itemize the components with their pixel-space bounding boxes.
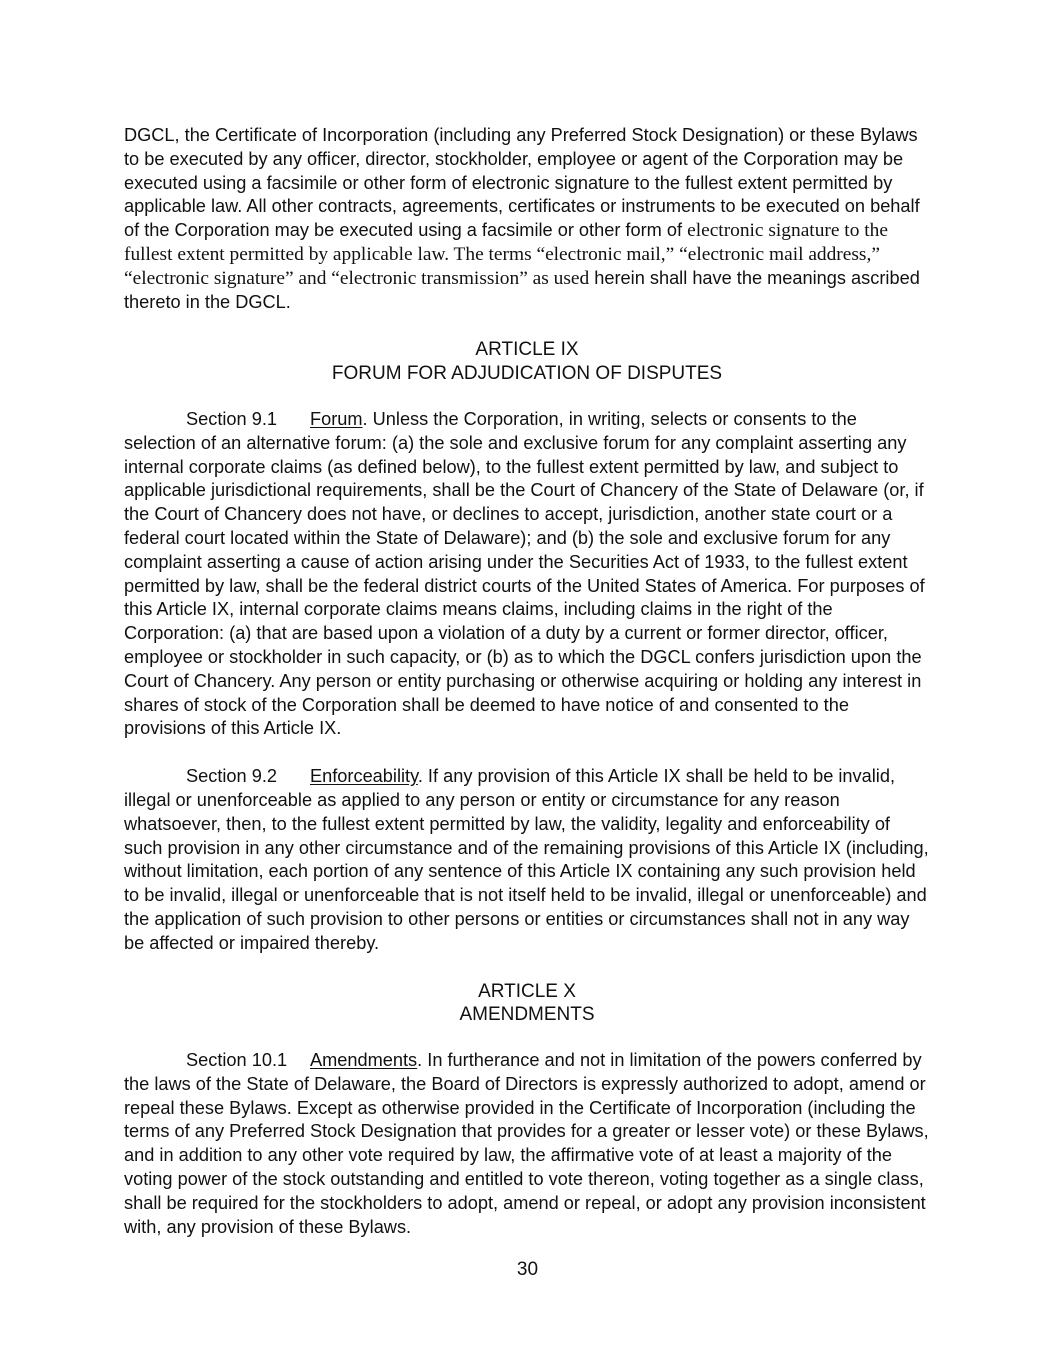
- page-content: [124, 124, 930, 1239]
- section-9-1-label: Section 9.1: [186, 408, 277, 429]
- section-10-1-text: . In furtherance and not in limitation of the powers conferred by the laws of the State of Delaware, the Board of Directors is expressly authorized to adopt, amend or repeal these Bylaws. Except as otherwise provided in the Certificate of Incorporation (including the terms of any Preferred Stock Designation that provides for a greater or lesser vote) or these Bylaws, and in addition to any other vote required by law, the affirmative vote of at least a majority of the voting power of the stock outstanding and entitled to vote thereon, voting together as a single class, shall be required for the stockholders to adopt, amend or repeal, or adopt any provision inconsistent with, any provision of these Bylaws.: [124, 1050, 929, 1237]
- section-9-2-text: . If any provision of this Article IX shall be held to be invalid, illegal or unenforceable as applied to any person or entity or circumstance for any reason whatsoever, then, to the fullest extent permitted by law, the validity, legality and enforceability of such provision in any other circumstance and of the remaining provisions of this Article IX (including, without limitation, each portion of any sentence of this Article IX containing any such provision held to be invalid, illegal or unenforceable that is not itself held to be invalid, illegal or unenforceable) and the application of such provision to other persons or entities or circumstances shall not in any way be affected or impaired thereby.: [124, 766, 929, 953]
- section-9-1-paragraph: [124, 408, 930, 741]
- section-9-1-title: Forum: [310, 408, 363, 429]
- section-10-1-title: Amendments: [310, 1050, 418, 1071]
- article-ix-title: FORUM FOR ADJUDICATION OF DISPUTES: [331, 363, 723, 385]
- page-number: 30: [516, 1259, 539, 1280]
- section-9-1-text: . Unless the Corporation, in writing, selects or consents to the selection of an alternative forum: (a) the sole and exclusive forum for any complaint asserting any internal corporate claims (as defined below), to the fullest extent permitted by law, and subject to applicable jurisdictional requirements, shall be the Court of Chancery of the State of Delaware (or, if the Court of Chancery does not have, or declines to accept, jurisdiction, another state court or a federal court located within the State of Delaware); and (b) the sole and exclusive forum for any complaint asserting a cause of action arising under the Securities Act of 1933, to the fullest extent permitted by law, shall be the federal district courts of the United States of America. For purposes of this Article IX, internal corporate claims means claims, including claims in the right of the Corporation: (a) that are based upon a violation of a duty by a current or former director, officer, employee or stockholder in such capacity, or (b) as to which the DGCL confers jurisdiction upon the Court of Chancery. Any person or entity purchasing or otherwise acquiring or holding any interest in shares of stock of the Corporation shall be deemed to have notice of and consented to the provisions of this Article IX.: [124, 408, 925, 739]
- article-ix-heading: [124, 338, 930, 386]
- intro-paragraph: [124, 124, 930, 314]
- article-ix-number: ARTICLE IX: [475, 339, 579, 361]
- article-x-number: ARTICLE X: [478, 980, 576, 1002]
- intro-text-end: herein shall have the meanings ascribed thereto in the DGCL.: [124, 267, 920, 312]
- section-9-2-title: Enforceability: [310, 766, 418, 787]
- intro-text-sans: DGCL, the Certificate of Incorporation (including any Preferred Stock Designation) or these Bylaws to be executed by any officer, director, stockholder, employee or agent of the Corporation may be executed using a facsimile or other form of electronic signature to the fullest extent permitted by applicable law. All other contracts, agreements, certificates or instruments to be executed on behalf of the Corporation may be executed using a facsimile or other form of: [124, 125, 920, 241]
- article-x-title: AMENDMENTS: [459, 1004, 595, 1026]
- section-9-2-paragraph: [124, 765, 930, 955]
- section-10-1-paragraph: [124, 1049, 930, 1239]
- intro-text-serif: electronic signature to the fullest extent permitted by applicable law. The terms “electronic mail,” “electronic mail address,” “electronic signature” and “electronic transmission” as used: [124, 220, 888, 289]
- section-10-1-label: Section 10.1: [186, 1050, 288, 1071]
- section-9-2-label: Section 9.2: [186, 766, 277, 787]
- article-x-heading: [124, 980, 930, 1028]
